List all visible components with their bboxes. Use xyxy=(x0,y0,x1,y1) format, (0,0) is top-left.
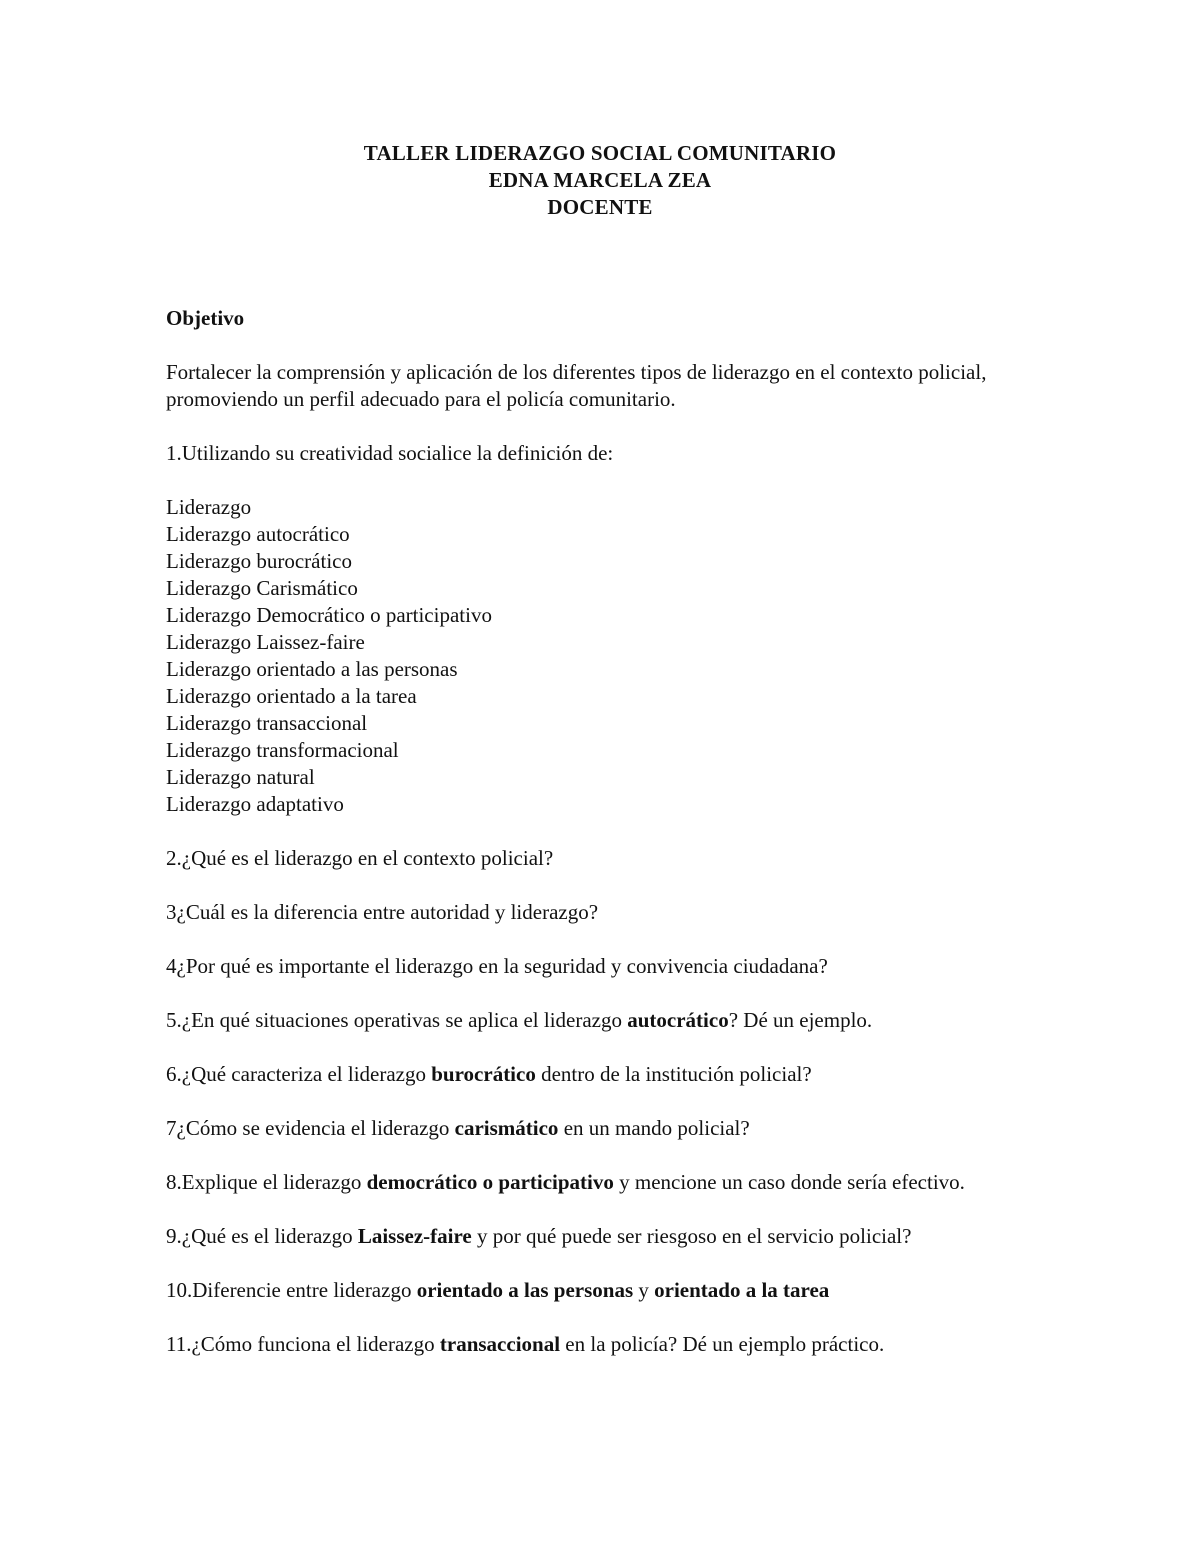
question-text: 2.¿Qué es el liderazgo en el contexto policial? xyxy=(166,846,554,870)
objective-heading: Objetivo xyxy=(166,306,245,330)
question-text: 9.¿Qué es el liderazgo xyxy=(166,1224,358,1248)
question-text: ? Dé un ejemplo. xyxy=(728,1008,873,1032)
question-text: y mencione un caso donde sería efectivo. xyxy=(613,1170,965,1194)
leadership-type-item: Liderazgo Carismático xyxy=(166,576,358,600)
question-text: 3¿Cuál es la diferencia entre autoridad y liderazgo? xyxy=(166,900,599,924)
leadership-type-item: Liderazgo orientado a la tarea xyxy=(166,684,417,708)
question-item xyxy=(166,1115,1046,1142)
question-text: y por qué puede ser riesgoso en el servicio policial? xyxy=(471,1224,912,1248)
question-emphasis: autocrático xyxy=(627,1008,729,1032)
leadership-types-list xyxy=(166,494,492,818)
question-item xyxy=(166,845,1046,872)
question-text: 8.Explique el liderazgo xyxy=(166,1170,367,1194)
question-emphasis: orientado a la tarea xyxy=(654,1278,830,1302)
question-item xyxy=(166,953,1046,980)
question-item xyxy=(166,1277,1046,1304)
question-emphasis: democrático o participativo xyxy=(366,1170,614,1194)
question-emphasis: carismático xyxy=(454,1116,559,1140)
question-text: y xyxy=(633,1278,655,1302)
question-text: 6.¿Qué caracteriza el liderazgo xyxy=(166,1062,432,1086)
leadership-type-item: Liderazgo Laissez-faire xyxy=(166,630,365,654)
leadership-type-item: Liderazgo transaccional xyxy=(166,711,368,735)
question-emphasis: transaccional xyxy=(439,1332,561,1356)
leadership-type-item: Liderazgo orientado a las personas xyxy=(166,657,458,681)
question-item xyxy=(166,899,1046,926)
leadership-type-item: Liderazgo transformacional xyxy=(166,738,399,762)
teacher-role: DOCENTE xyxy=(547,195,653,219)
question-text: en la policía? Dé un ejemplo práctico. xyxy=(560,1332,885,1356)
leadership-type-item: Liderazgo xyxy=(166,495,252,519)
question-text: 7¿Cómo se evidencia el liderazgo xyxy=(166,1116,455,1140)
question-item xyxy=(166,1169,1046,1196)
question-emphasis: orientado a las personas xyxy=(416,1278,634,1302)
teacher-name: EDNA MARCELA ZEA xyxy=(488,168,712,192)
question-item xyxy=(166,1331,1046,1358)
question-text: 11.¿Cómo funciona el liderazgo xyxy=(166,1332,440,1356)
question-text: en un mando policial? xyxy=(558,1116,750,1140)
question-text: 4¿Por qué es importante el liderazgo en la seguridad y convivencia ciudadana? xyxy=(166,954,828,978)
document-title: TALLER LIDERAZGO SOCIAL COMUNITARIO xyxy=(363,141,837,165)
question-item xyxy=(166,1061,1046,1088)
leadership-type-item: Liderazgo adaptativo xyxy=(166,792,344,816)
leadership-type-item: Liderazgo Democrático o participativo xyxy=(166,603,492,627)
question-1: 1.Utilizando su creatividad socialice la definición de: xyxy=(166,441,614,465)
question-text: 5.¿En qué situaciones operativas se aplica el liderazgo xyxy=(166,1008,628,1032)
question-text: dentro de la institución policial? xyxy=(535,1062,812,1086)
leadership-type-item: Liderazgo natural xyxy=(166,765,315,789)
question-item xyxy=(166,1007,1046,1034)
leadership-type-item: Liderazgo burocrático xyxy=(166,549,352,573)
question-emphasis: burocrático xyxy=(431,1062,536,1086)
question-emphasis: Laissez-faire xyxy=(357,1224,472,1248)
leadership-type-item: Liderazgo autocrático xyxy=(166,522,350,546)
objective-text: Fortalecer la comprensión y aplicación de los diferentes tipos de liderazgo en el contexto policial, promoviendo un perfil adecuado para el policía comunitario. xyxy=(166,360,987,411)
question-item xyxy=(166,1223,1046,1250)
questions-list xyxy=(166,845,1046,1385)
question-text: 10.Diferencie entre liderazgo xyxy=(166,1278,417,1302)
document-header xyxy=(0,140,1200,221)
